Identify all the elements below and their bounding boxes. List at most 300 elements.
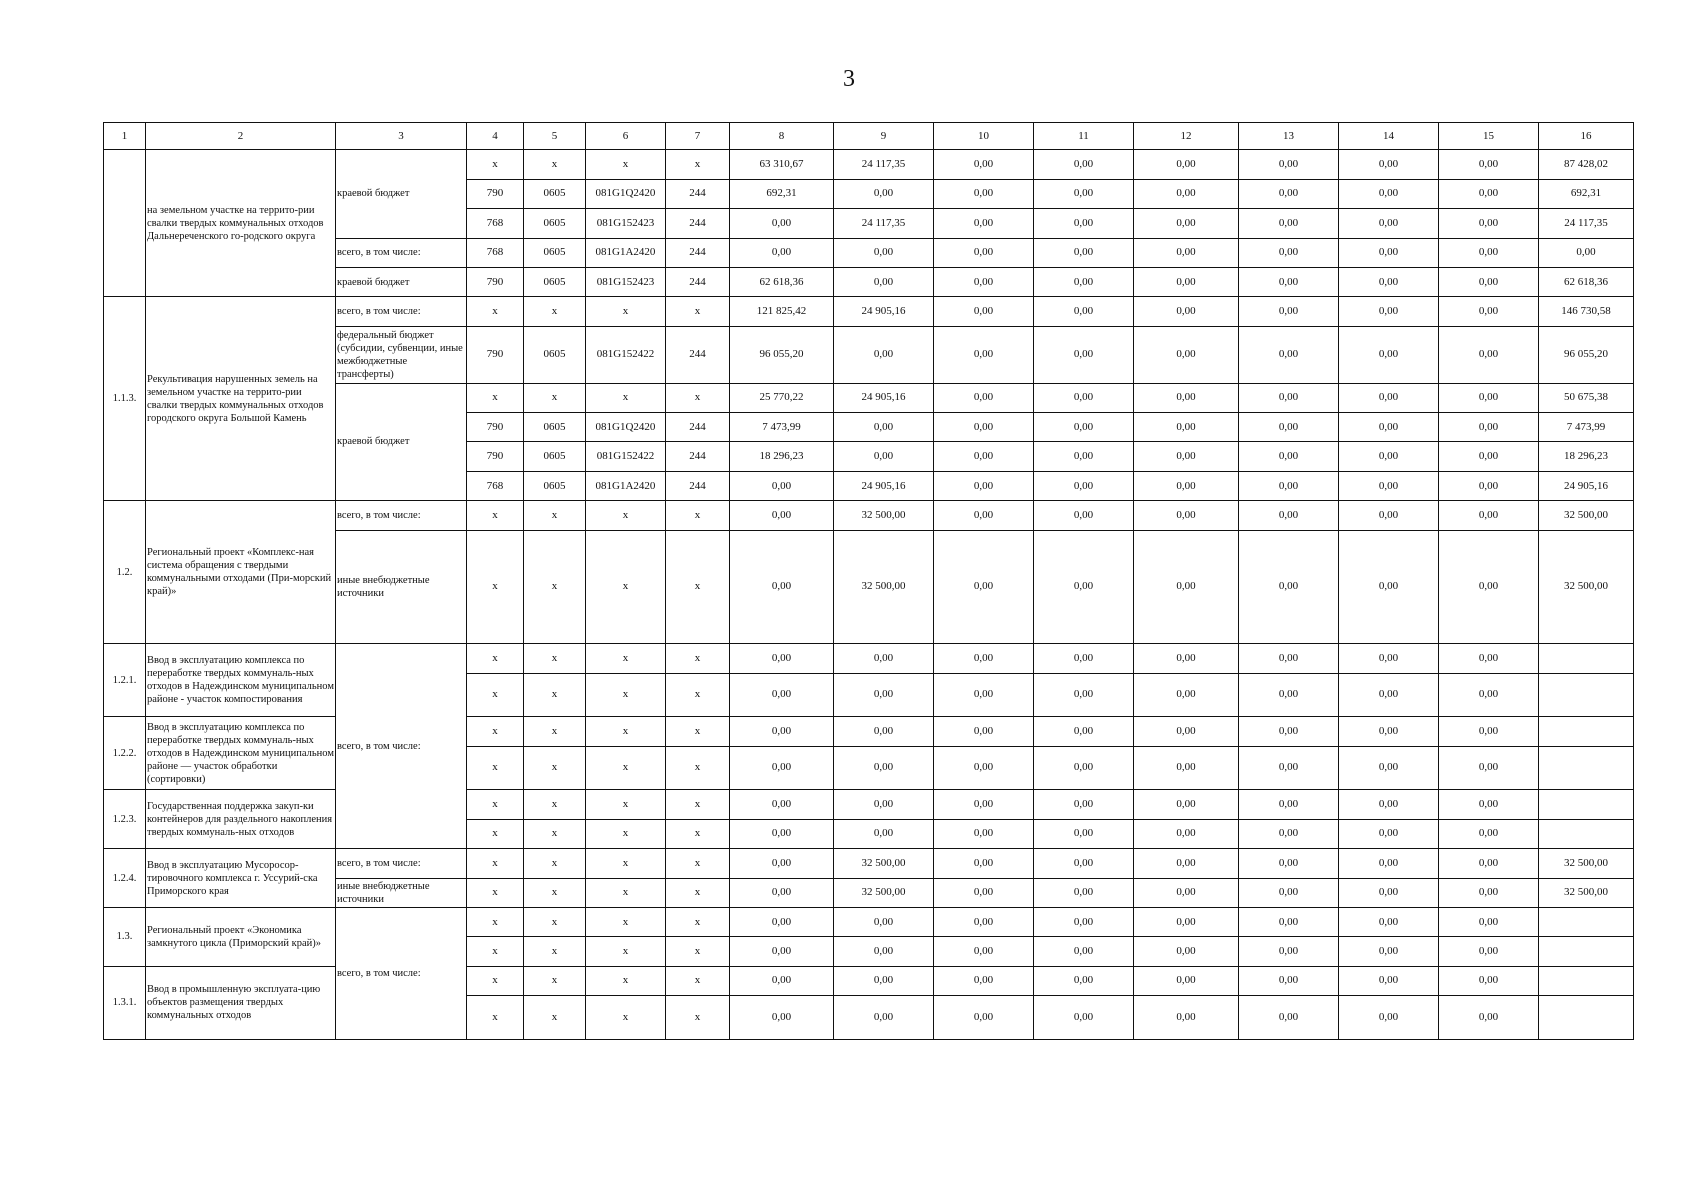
code-cell: x <box>524 849 586 878</box>
value-cell: 0,00 <box>1239 268 1339 297</box>
value-cell <box>1539 644 1634 673</box>
code-cell: x <box>524 530 586 644</box>
row-name: Ввод в эксплуатацию комплекса по переработке твердых коммуналь-ных отходов в Надеждинском муниципальном районе - участок компостирования <box>146 644 336 717</box>
value-cell: 0,00 <box>1339 966 1439 995</box>
value-cell: 0,00 <box>934 966 1034 995</box>
code-cell: x <box>524 907 586 936</box>
code-cell: x <box>666 297 730 326</box>
value-cell: 0,00 <box>1339 878 1439 907</box>
value-cell: 0,00 <box>934 530 1034 644</box>
value-cell: 0,00 <box>1239 179 1339 208</box>
value-cell: 0,00 <box>1439 849 1539 878</box>
code-cell: x <box>524 937 586 966</box>
code-cell: 081G1A2420 <box>586 238 666 267</box>
value-cell: 0,00 <box>1339 179 1439 208</box>
value-cell: 0,00 <box>1439 209 1539 238</box>
code-cell: 768 <box>467 209 524 238</box>
header-cell: 7 <box>666 123 730 150</box>
value-cell: 0,00 <box>1034 790 1134 819</box>
value-cell <box>1539 790 1634 819</box>
value-cell: 0,00 <box>1339 790 1439 819</box>
code-cell: x <box>467 644 524 673</box>
code-cell: x <box>586 996 666 1040</box>
value-cell: 0,00 <box>934 383 1034 412</box>
table-row <box>104 849 1634 878</box>
value-cell: 0,00 <box>934 179 1034 208</box>
value-cell: 0,00 <box>834 442 934 471</box>
row-index: 1.2. <box>104 501 146 644</box>
value-cell: 0,00 <box>934 907 1034 936</box>
row-name: Региональный проект «Комплекс-ная система обращения с твердыми коммунальными отходами (При-морский край)» <box>146 501 336 644</box>
table-row <box>104 790 1634 819</box>
value-cell: 0,00 <box>730 966 834 995</box>
code-cell: x <box>467 673 524 717</box>
code-cell: x <box>666 790 730 819</box>
code-cell: x <box>467 717 524 746</box>
code-cell: x <box>666 746 730 790</box>
value-cell: 0,00 <box>1034 937 1134 966</box>
value-cell: 0,00 <box>1134 717 1239 746</box>
row-index: 1.3.1. <box>104 966 146 1039</box>
code-cell: 244 <box>666 471 730 500</box>
value-cell: 0,00 <box>1339 471 1439 500</box>
header-cell: 2 <box>146 123 336 150</box>
value-cell: 0,00 <box>730 849 834 878</box>
row-name: Рекультивация нарушенных земель на земельном участке на террито-рии свалки твердых коммунальных отходов городского округа Большой Камень <box>146 297 336 501</box>
value-cell: 0,00 <box>834 907 934 936</box>
value-cell: 0,00 <box>1439 268 1539 297</box>
row-name: Ввод в промышленную эксплуата-цию объектов размещения твердых коммунальных отходов <box>146 966 336 1039</box>
value-cell: 0,00 <box>1034 413 1134 442</box>
value-cell: 24 905,16 <box>834 383 934 412</box>
code-cell: 0605 <box>524 471 586 500</box>
value-cell: 0,00 <box>934 209 1034 238</box>
value-cell: 0,00 <box>1034 501 1134 530</box>
value-cell: 0,00 <box>1134 471 1239 500</box>
value-cell: 0,00 <box>1439 644 1539 673</box>
code-cell: x <box>524 819 586 848</box>
code-cell: x <box>524 966 586 995</box>
code-cell: x <box>524 673 586 717</box>
value-cell: 0,00 <box>730 746 834 790</box>
value-cell: 0,00 <box>1239 819 1339 848</box>
value-cell: 96 055,20 <box>1539 326 1634 383</box>
value-cell: 0,00 <box>730 907 834 936</box>
value-cell <box>1539 819 1634 848</box>
value-cell: 0,00 <box>1134 413 1239 442</box>
header-cell: 9 <box>834 123 934 150</box>
code-cell: 081G152423 <box>586 268 666 297</box>
value-cell: 0,00 <box>1439 442 1539 471</box>
value-cell: 0,00 <box>1339 238 1439 267</box>
value-cell: 0,00 <box>1034 383 1134 412</box>
code-cell: 081G152422 <box>586 326 666 383</box>
value-cell: 0,00 <box>1034 268 1134 297</box>
code-cell: x <box>467 996 524 1040</box>
value-cell: 0,00 <box>1439 878 1539 907</box>
value-cell: 0,00 <box>1339 937 1439 966</box>
code-cell: x <box>467 297 524 326</box>
code-cell: x <box>586 819 666 848</box>
value-cell: 0,00 <box>834 179 934 208</box>
code-cell: x <box>586 790 666 819</box>
value-cell: 0,00 <box>1439 673 1539 717</box>
value-cell: 0,00 <box>730 530 834 644</box>
value-cell: 32 500,00 <box>834 878 934 907</box>
value-cell: 0,00 <box>1339 673 1439 717</box>
code-cell: x <box>524 878 586 907</box>
value-cell: 0,00 <box>730 644 834 673</box>
value-cell: 87 428,02 <box>1539 150 1634 179</box>
code-cell: 0605 <box>524 413 586 442</box>
code-cell: 790 <box>467 442 524 471</box>
value-cell: 0,00 <box>1339 413 1439 442</box>
table-row <box>104 150 1634 179</box>
value-cell: 0,00 <box>1034 996 1134 1040</box>
value-cell: 0,00 <box>1339 209 1439 238</box>
value-cell: 0,00 <box>1134 673 1239 717</box>
value-cell: 0,00 <box>1239 746 1339 790</box>
code-cell: x <box>586 297 666 326</box>
value-cell: 0,00 <box>1339 326 1439 383</box>
header-cell: 4 <box>467 123 524 150</box>
value-cell: 0,00 <box>1239 907 1339 936</box>
value-cell: 63 310,67 <box>730 150 834 179</box>
value-cell: 0,00 <box>934 297 1034 326</box>
value-cell: 0,00 <box>834 238 934 267</box>
code-cell: x <box>586 383 666 412</box>
value-cell: 0,00 <box>1134 937 1239 966</box>
code-cell: 081G152423 <box>586 209 666 238</box>
code-cell: 244 <box>666 179 730 208</box>
code-cell: x <box>586 530 666 644</box>
value-cell: 32 500,00 <box>1539 530 1634 644</box>
code-cell: x <box>586 644 666 673</box>
code-cell: x <box>666 849 730 878</box>
value-cell: 0,00 <box>1134 150 1239 179</box>
header-cell: 8 <box>730 123 834 150</box>
value-cell: 0,00 <box>1134 907 1239 936</box>
header-cell: 3 <box>336 123 467 150</box>
value-cell: 0,00 <box>1034 326 1134 383</box>
value-cell: 0,00 <box>1239 238 1339 267</box>
table-row <box>104 907 1634 936</box>
code-cell: 244 <box>666 268 730 297</box>
code-cell: 244 <box>666 326 730 383</box>
value-cell: 0,00 <box>934 268 1034 297</box>
code-cell: x <box>524 501 586 530</box>
value-cell: 0,00 <box>1339 442 1439 471</box>
value-cell: 24 905,16 <box>1539 471 1634 500</box>
code-cell: 244 <box>666 413 730 442</box>
code-cell: 790 <box>467 179 524 208</box>
header-cell: 11 <box>1034 123 1134 150</box>
value-cell: 24 905,16 <box>834 471 934 500</box>
value-cell: 0,00 <box>934 673 1034 717</box>
value-cell: 50 675,38 <box>1539 383 1634 412</box>
code-cell: 768 <box>467 238 524 267</box>
value-cell: 0,00 <box>1034 907 1134 936</box>
value-cell: 0,00 <box>1134 383 1239 412</box>
row-name: Государственная поддержка закуп-ки контейнеров для раздельного накопления твердых коммуналь-ных отходов <box>146 790 336 849</box>
value-cell: 0,00 <box>730 673 834 717</box>
code-cell: x <box>666 907 730 936</box>
budget-table <box>103 122 1634 1040</box>
value-cell <box>1539 996 1634 1040</box>
value-cell: 32 500,00 <box>834 530 934 644</box>
value-cell <box>1539 717 1634 746</box>
code-cell: x <box>467 501 524 530</box>
value-cell: 0,00 <box>1034 238 1134 267</box>
code-cell: x <box>666 383 730 412</box>
value-cell: 0,00 <box>1134 501 1239 530</box>
value-cell <box>1539 907 1634 936</box>
value-cell: 0,00 <box>1239 937 1339 966</box>
code-cell: x <box>666 937 730 966</box>
value-cell: 0,00 <box>834 937 934 966</box>
code-cell: x <box>586 150 666 179</box>
code-cell: x <box>666 717 730 746</box>
code-cell: 790 <box>467 268 524 297</box>
value-cell: 0,00 <box>1439 179 1539 208</box>
value-cell: 0,00 <box>1439 996 1539 1040</box>
funding-source: всего, в том числе: <box>336 297 467 326</box>
value-cell: 0,00 <box>834 413 934 442</box>
value-cell: 0,00 <box>1239 717 1339 746</box>
code-cell: 081G1Q2420 <box>586 413 666 442</box>
value-cell: 0,00 <box>934 150 1034 179</box>
value-cell: 0,00 <box>1239 442 1339 471</box>
code-cell: x <box>586 746 666 790</box>
value-cell: 0,00 <box>1339 501 1439 530</box>
value-cell: 0,00 <box>1034 442 1134 471</box>
value-cell: 0,00 <box>934 878 1034 907</box>
table-row <box>104 297 1634 326</box>
code-cell: x <box>666 878 730 907</box>
value-cell: 0,00 <box>1239 673 1339 717</box>
value-cell: 0,00 <box>730 501 834 530</box>
value-cell: 0,00 <box>1034 150 1134 179</box>
value-cell: 121 825,42 <box>730 297 834 326</box>
value-cell: 0,00 <box>1034 819 1134 848</box>
header-cell: 15 <box>1439 123 1539 150</box>
value-cell: 0,00 <box>1034 209 1134 238</box>
value-cell: 0,00 <box>1239 471 1339 500</box>
value-cell: 0,00 <box>1134 966 1239 995</box>
value-cell: 0,00 <box>1439 819 1539 848</box>
code-cell: 244 <box>666 442 730 471</box>
value-cell: 7 473,99 <box>730 413 834 442</box>
value-cell: 18 296,23 <box>1539 442 1634 471</box>
code-cell: x <box>586 501 666 530</box>
value-cell: 0,00 <box>1339 746 1439 790</box>
code-cell: x <box>524 644 586 673</box>
value-cell: 0,00 <box>1439 746 1539 790</box>
value-cell: 0,00 <box>834 746 934 790</box>
value-cell: 0,00 <box>1134 996 1239 1040</box>
value-cell: 0,00 <box>1439 326 1539 383</box>
code-cell: x <box>666 819 730 848</box>
value-cell: 0,00 <box>1134 878 1239 907</box>
value-cell: 0,00 <box>1339 907 1439 936</box>
code-cell: x <box>524 790 586 819</box>
value-cell: 0,00 <box>730 471 834 500</box>
value-cell: 0,00 <box>1439 790 1539 819</box>
value-cell: 0,00 <box>1439 907 1539 936</box>
value-cell: 32 500,00 <box>1539 501 1634 530</box>
value-cell: 32 500,00 <box>1539 878 1634 907</box>
value-cell: 0,00 <box>834 717 934 746</box>
value-cell: 0,00 <box>934 644 1034 673</box>
value-cell: 0,00 <box>1239 644 1339 673</box>
value-cell: 0,00 <box>1134 209 1239 238</box>
value-cell: 0,00 <box>1239 413 1339 442</box>
code-cell: x <box>666 150 730 179</box>
value-cell: 0,00 <box>730 937 834 966</box>
value-cell: 0,00 <box>1134 442 1239 471</box>
value-cell: 0,00 <box>1239 326 1339 383</box>
value-cell: 0,00 <box>730 878 834 907</box>
code-cell: x <box>524 383 586 412</box>
value-cell: 0,00 <box>1134 268 1239 297</box>
code-cell: x <box>467 150 524 179</box>
row-index: 1.2.3. <box>104 790 146 849</box>
table-row <box>104 501 1634 530</box>
value-cell: 0,00 <box>934 326 1034 383</box>
code-cell: x <box>666 966 730 995</box>
row-name: Ввод в эксплуатацию комплекса по переработке твердых коммуналь-ных отходов в Надеждинском муниципальном районе — участок обработки (сортировки) <box>146 717 336 790</box>
code-cell: 790 <box>467 413 524 442</box>
row-name: Региональный проект «Экономика замкнутого цикла (Приморский край)» <box>146 907 336 966</box>
value-cell: 0,00 <box>834 644 934 673</box>
value-cell: 0,00 <box>730 819 834 848</box>
value-cell: 62 618,36 <box>1539 268 1634 297</box>
row-index: 1.3. <box>104 907 146 966</box>
value-cell: 0,00 <box>1034 644 1134 673</box>
value-cell: 0,00 <box>1439 150 1539 179</box>
value-cell: 0,00 <box>1034 849 1134 878</box>
code-cell: 0605 <box>524 209 586 238</box>
value-cell: 0,00 <box>1239 878 1339 907</box>
value-cell: 0,00 <box>1134 644 1239 673</box>
value-cell: 0,00 <box>1439 966 1539 995</box>
code-cell: x <box>524 717 586 746</box>
code-cell: 768 <box>467 471 524 500</box>
code-cell: 081G152422 <box>586 442 666 471</box>
value-cell: 0,00 <box>834 268 934 297</box>
value-cell: 32 500,00 <box>1539 849 1634 878</box>
value-cell: 0,00 <box>1339 150 1439 179</box>
value-cell: 692,31 <box>1539 179 1634 208</box>
funding-source: краевой бюджет <box>336 383 467 501</box>
code-cell: x <box>586 717 666 746</box>
code-cell: x <box>467 383 524 412</box>
value-cell <box>1539 966 1634 995</box>
code-cell: x <box>467 849 524 878</box>
code-cell: x <box>467 746 524 790</box>
value-cell: 0,00 <box>730 790 834 819</box>
table-row <box>104 966 1634 995</box>
value-cell: 0,00 <box>1134 849 1239 878</box>
code-cell: x <box>524 746 586 790</box>
value-cell: 0,00 <box>1239 209 1339 238</box>
funding-source: всего, в том числе: <box>336 238 467 267</box>
value-cell: 0,00 <box>1134 326 1239 383</box>
value-cell: 0,00 <box>934 849 1034 878</box>
value-cell: 0,00 <box>1239 790 1339 819</box>
value-cell: 0,00 <box>1034 878 1134 907</box>
code-cell: x <box>666 673 730 717</box>
value-cell: 0,00 <box>1134 238 1239 267</box>
value-cell: 24 905,16 <box>834 297 934 326</box>
value-cell: 0,00 <box>934 238 1034 267</box>
code-cell: 081G1Q2420 <box>586 179 666 208</box>
table-row <box>104 644 1634 673</box>
code-cell: x <box>467 878 524 907</box>
funding-source: иные внебюджетные источники <box>336 878 467 907</box>
value-cell: 0,00 <box>1034 530 1134 644</box>
value-cell: 0,00 <box>934 413 1034 442</box>
value-cell: 0,00 <box>1439 530 1539 644</box>
code-cell: x <box>467 790 524 819</box>
value-cell: 0,00 <box>1339 297 1439 326</box>
value-cell: 24 117,35 <box>834 209 934 238</box>
value-cell: 0,00 <box>1339 383 1439 412</box>
value-cell: 32 500,00 <box>834 849 934 878</box>
value-cell: 0,00 <box>730 996 834 1040</box>
code-cell: x <box>666 996 730 1040</box>
value-cell: 0,00 <box>1034 471 1134 500</box>
header-cell: 6 <box>586 123 666 150</box>
value-cell: 0,00 <box>1239 530 1339 644</box>
value-cell: 0,00 <box>1339 268 1439 297</box>
value-cell: 0,00 <box>1134 297 1239 326</box>
value-cell: 0,00 <box>1034 297 1134 326</box>
value-cell: 0,00 <box>1539 238 1634 267</box>
row-index <box>104 150 146 297</box>
code-cell: x <box>666 501 730 530</box>
value-cell: 0,00 <box>1439 471 1539 500</box>
value-cell: 0,00 <box>1439 501 1539 530</box>
code-cell: 0605 <box>524 268 586 297</box>
value-cell: 0,00 <box>1239 150 1339 179</box>
value-cell: 0,00 <box>834 966 934 995</box>
value-cell: 0,00 <box>1239 849 1339 878</box>
code-cell: 244 <box>666 238 730 267</box>
value-cell: 0,00 <box>1339 996 1439 1040</box>
value-cell: 0,00 <box>1439 937 1539 966</box>
value-cell: 24 117,35 <box>1539 209 1634 238</box>
value-cell <box>1539 746 1634 790</box>
funding-source: всего, в том числе: <box>336 907 467 1039</box>
value-cell: 0,00 <box>834 819 934 848</box>
funding-source: федеральный бюджет (субсидии, субвенции, иные межбюджетные трансферты) <box>336 326 467 383</box>
value-cell: 0,00 <box>1439 717 1539 746</box>
value-cell: 0,00 <box>834 673 934 717</box>
table-row <box>104 717 1634 746</box>
value-cell <box>1539 673 1634 717</box>
value-cell: 0,00 <box>834 996 934 1040</box>
value-cell: 0,00 <box>1034 673 1134 717</box>
row-name: на земельном участке на террито-рии свалки твердых коммунальных отходов Дальнереченского го-родского округа <box>146 150 336 297</box>
code-cell: x <box>586 878 666 907</box>
value-cell: 25 770,22 <box>730 383 834 412</box>
value-cell: 0,00 <box>934 746 1034 790</box>
value-cell: 96 055,20 <box>730 326 834 383</box>
header-cell: 14 <box>1339 123 1439 150</box>
value-cell: 0,00 <box>834 326 934 383</box>
funding-source: всего, в том числе: <box>336 644 467 849</box>
